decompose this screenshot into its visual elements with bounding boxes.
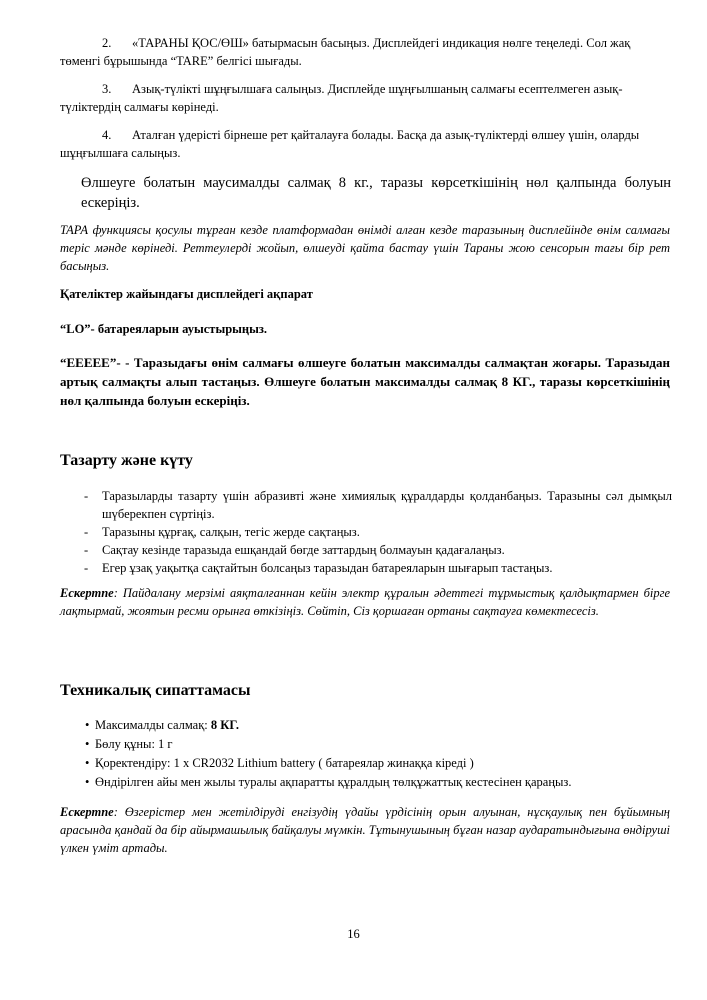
list-item: • Бөлу құны: 1 г: [85, 737, 173, 751]
step-text: «ТАРАНЫ ҚОС/ӨШ» батырмасын басыңыз. Дисплейдегі индикация нөлге теңеледі. Сол жақ төменгі бұрышында “TARE” белгісі шығады.: [60, 36, 631, 68]
error-eeeee: “EEEEE”- - Таразыдағы өнім салмағы өлшеуге болатын максималды салмақтан жоғары. Таразыдан артық салмақты алып тастаңыз. Өлшеуге болатын максималды салмақ 8 КГ., таразы көрсеткішінің нөл қалпында болуын ескеріңіз.: [60, 355, 670, 408]
step-2: [60, 34, 670, 70]
cleaning-list: [60, 487, 672, 577]
note-text: : Пайдалану мерзімі аяқталғаннан кейін электр құралын әдеттегі тұрмыстық қалдықтармен бірге лақтырмай, жоятын ресми орынға өткізіңіз. Сөйтіп, Сіз қоршаған ортаны сақтауға көмектесесіз.: [60, 586, 670, 618]
note-text: : Өзгерістер мен жетілдіруді енгізудің үдайы үрдісінің орын алуынан, нұсқаулық пен бұйымның арасында қандай да бір айырмашылық байқалуы мүмкін. Тұтынушының бұған назар аударатындығына өндіруші үлкен үміт артады.: [60, 805, 670, 855]
list-item: - Сақтау кезінде таразыда ешқандай бөгде заттардың болмауын қадағалаңыз.: [84, 543, 505, 557]
list-item: - Таразыларды тазарту үшін абразивті және химиялық құралдарды қолданбаңыз. Таразыны сәл дымқыл шүберекпен сүртіңіз.: [84, 489, 672, 521]
specs-list: [85, 716, 685, 792]
list-item: - Егер ұзақ уақытқа сақтайтын болсаңыз таразыдан батареяларын шығарып тастаңыз.: [84, 561, 553, 575]
max-weight-note: Өлшеуге болатын маусималды салмақ 8 кг., таразы көрсеткішінің нөл қалпында болуын ескеріңіз.: [81, 175, 671, 211]
note-label: Ескертпе: [60, 805, 114, 819]
step-number: 2.: [102, 36, 112, 50]
cleaning-heading: Тазарту және күту: [60, 452, 193, 469]
error-lo: “LO”- батареяларын ауыстырыңыз.: [60, 322, 268, 336]
step-number: 3.: [102, 82, 112, 96]
step-3: [60, 80, 670, 116]
note-label: Ескертпе: [60, 586, 114, 600]
tare-note: ТАРА функциясы қосулы тұрған кезде платформадан өнімді алған кезде таразының дисплейінде өнім салмағы теріс мәнде көрінеді. Реттеулерді жойып, өлшеуді қайта бастау үшін Тараны жою сенсорын тағы бір рет басыңыз.: [60, 223, 670, 273]
list-item: • Қоректендіру: 1 х CR2032 Lithium battery ( батареялар жинаққа кіреді ): [85, 756, 474, 770]
list-item: • Максималды салмақ: 8 КГ.: [85, 718, 240, 732]
step-number: 4.: [102, 128, 112, 142]
step-text: Аталған үдерісті бірнеше рет қайталауға болады. Басқа да азық-түліктерді өлшеу үшін, оларды шұңғылшаға салыңыз.: [60, 128, 640, 160]
changes-note: [60, 803, 670, 857]
list-item: - Таразыны құрғақ, салқын, тегіс жерде сақтаңыз.: [84, 525, 360, 539]
list-item: • Өндірілген айы мен жылы туралы ақпаратты құралдың төлқұжаттық кестесінен қараңыз.: [85, 775, 572, 789]
step-4: [60, 126, 670, 162]
disposal-note: [60, 584, 670, 620]
page-number: 16: [347, 927, 360, 941]
errors-heading: Қателіктер жайындағы дисплейдегі ақпарат: [60, 287, 313, 301]
step-text: Азық-түлікті шұңғылшаға салыңыз. Дисплейде шұңғылшаның салмағы есептелмеген азық-түліктердің салмағы көрінеді.: [60, 82, 623, 114]
specs-heading: Техникалық сипаттамасы: [60, 682, 251, 699]
